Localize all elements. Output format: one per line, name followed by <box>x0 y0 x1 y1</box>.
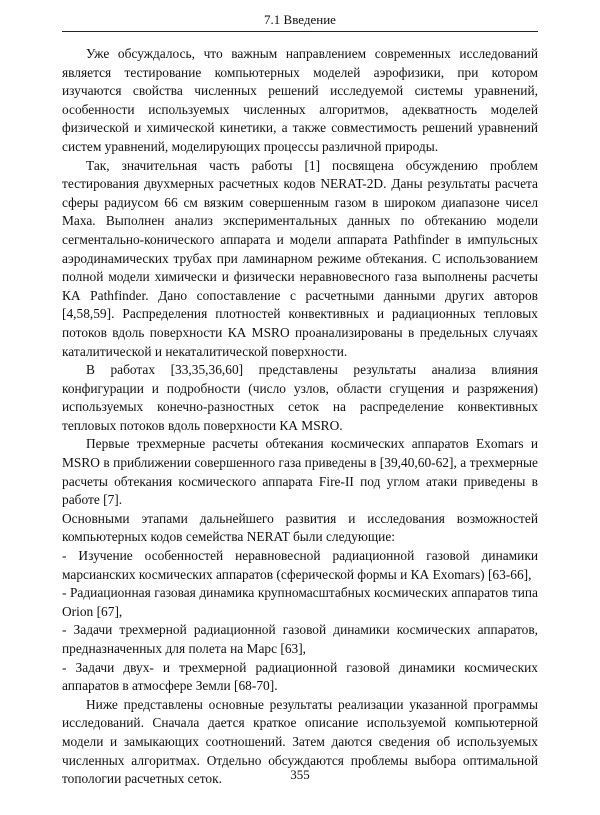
list-item-mars-nonequilibrium: - Изучение особенностей неравновесной радиационной газовой динамики марсианских космических аппаратов (сферической формы и КА Exomars) [63-66], <box>62 548 538 582</box>
paragraph-outline: Ниже представлены основные результаты реализации указанной программы исследований. Сначала дается краткое описание используемой компьютерной модели и замыкающих соотношений. Затем даются сведения об используемых численных алгоритмах. Отдельно обсуждаются проблемы выбора оптимальной топологии расчетных сеток. <box>62 696 538 787</box>
list-item-earth: - Задачи двух- и трехмерной радиационной газовой динамики космических аппаратов в атмосфере Земли [68-70]. <box>62 659 538 694</box>
paragraph-intro: Уже обсуждалось, что важным направлением современных исследований является тестирование компьютерных моделей аэрофизики, при котором изучаются свойства численных решений исследуемой системы уравнений, особенности используемых численных алгоритмов, адекватность моделей физической и химической кинетики, а также совместимость решений уравнений систем уравнений, моделирующих процессы различной природы. <box>62 46 538 154</box>
paragraph-nerat-2d: Так, значительная часть работы [1] посвящена обсуждению проблем тестирования двухмерных расчетных кодов NERAT-2D. Даны результаты расчета сферы радиусом 66 см вязким совершенным газом в широком диапазоне чисел Маха. Выполнен анализ экспериментальных данных по обтеканию модели сегментально-конического аппарата и модели аппарата Pathfinder в импульсных аэродинамических трубах при ламинарном режиме обтекания. С использованием полной модели химически и физически неравновесного газа выполнены расчеты КА Pathfinder. Дано сопоставление с расчетными данными других авторов [4,58,59]. Распределения плотностей конвективных и радиационных тепловых потоков вдоль поверхности КА MSRO проанализированы в предельных случаях каталитической и некаталитической поверхности. <box>62 157 538 359</box>
list-item-mars-3d: - Задачи трехмерной радиационной газовой динамики космических аппаратов, предназначенных для полета на Марс [63], <box>62 622 538 656</box>
paragraph-3d-calculations: Первые трехмерные расчеты обтекания космических аппаратов Exomars и MSRO в приближении совершенного газа приведены в [39,40,60-62], а трехмерные расчеты обтекания космического аппарата Fire-II под углом атаки приведены в работе [7]. <box>62 436 538 508</box>
header-divider <box>62 31 538 32</box>
page-number: 355 <box>290 767 310 782</box>
paragraph-grids: В работах [33,35,36,60] представлены результаты анализа влияния конфигурации и подробности (число узлов, области сгущения и разряжения) используемых конечно-разностных сеток на распределение конвективных тепловых потоков вдоль поверхности КА MSRO. <box>62 362 538 433</box>
list-item-orion: - Радиационная газовая динамика крупномасштабных космических аппаратов типа Orion [67], <box>62 585 538 619</box>
running-header: 7.1 Введение <box>264 12 336 27</box>
page-body <box>62 45 538 789</box>
paragraph-stages: Основными этапами дальнейшего развития и исследования возможностей компьютерных кодов семейства NERAT были следующие: <box>62 510 538 545</box>
